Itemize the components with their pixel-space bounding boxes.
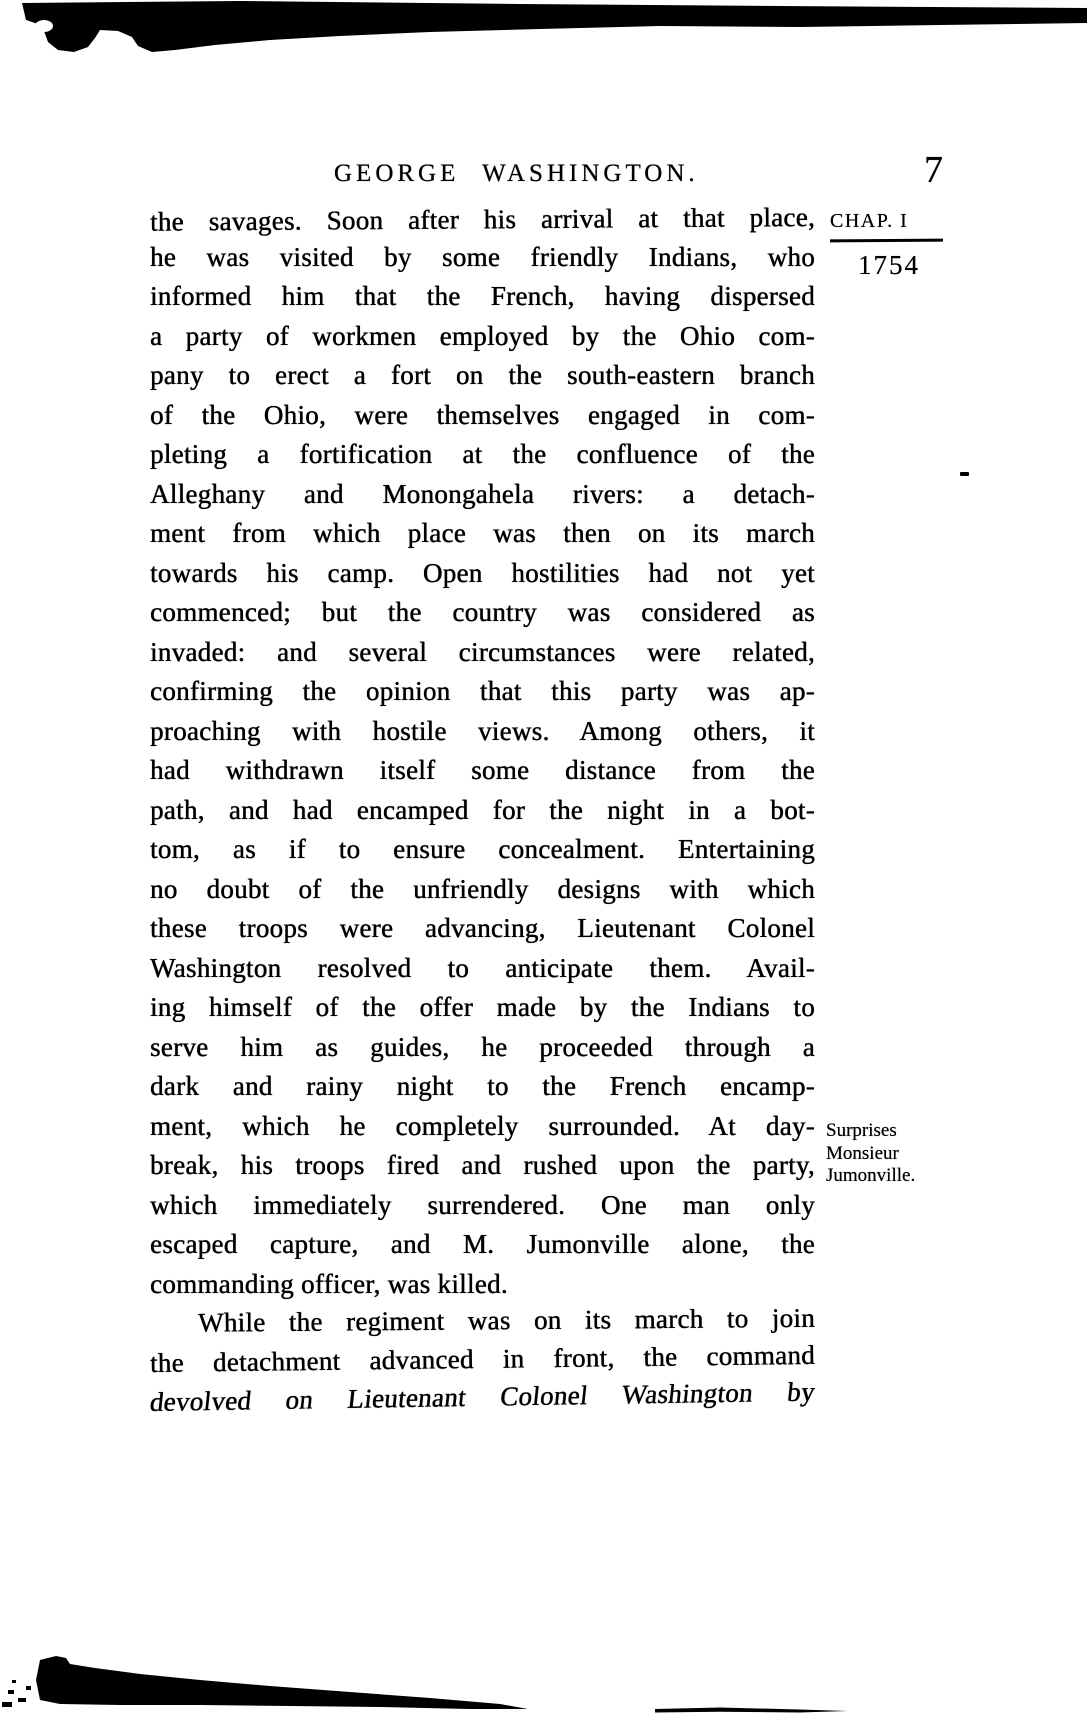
sidenote-line: Jumonville. bbox=[826, 1165, 916, 1186]
sidenote-line: Surprises bbox=[826, 1120, 897, 1141]
chapter-label: CHAP. I bbox=[830, 210, 909, 232]
text-line: dark and rainy night to the French encamp- bbox=[150, 1071, 815, 1101]
text-line: While the regiment was on its march to join bbox=[197, 1302, 816, 1338]
body-text-column bbox=[150, 198, 815, 1423]
year-label: 1754 bbox=[858, 250, 920, 280]
scan-artifact-top bbox=[0, 0, 1087, 60]
page-number: 7 bbox=[924, 149, 943, 191]
text-line: he was visited by some friendly Indians, who bbox=[150, 241, 815, 272]
text-line: devolved on Lieutenant Colonel Washington by bbox=[148, 1376, 817, 1418]
text-line: serve him as guides, he proceeded through a bbox=[150, 1031, 815, 1062]
text-line: ing himself of the offer made by the Indians to bbox=[150, 992, 815, 1022]
text-line: the detachment advanced in front, the command bbox=[149, 1339, 816, 1378]
text-line: ment from which place was then on its march bbox=[150, 518, 815, 548]
text-line: these troops were advancing, Lieutenant Colonel bbox=[150, 913, 815, 943]
chapter-rule-divider bbox=[830, 239, 943, 243]
text-line: a party of workmen employed by the Ohio com- bbox=[150, 320, 815, 351]
text-line: tom, as if to ensure concealment. Entertaining bbox=[150, 834, 815, 864]
scan-artifact-bottom bbox=[0, 1650, 1087, 1718]
sidenote-line: Monsieur bbox=[826, 1142, 899, 1164]
text-line: proaching with hostile views. Among others, it bbox=[150, 715, 815, 746]
running-title: GEORGE WASHINGTON. bbox=[334, 160, 699, 187]
text-line: Alleghany and Monongahela rivers: a detach- bbox=[150, 478, 815, 509]
text-line: no doubt of the unfriendly designs with which bbox=[150, 873, 815, 904]
text-line: pleting a fortification at the confluence of the bbox=[150, 439, 815, 469]
text-line: invaded: and several circumstances were related, bbox=[150, 636, 815, 667]
text-line: pany to erect a fort on the south-eastern branch bbox=[150, 360, 815, 390]
text-line: which immediately surrendered. One man only bbox=[150, 1189, 815, 1220]
text-line: commenced; but the country was considered as bbox=[150, 597, 815, 627]
chapter-margin-block bbox=[830, 210, 950, 281]
text-line: commanding officer, was killed. bbox=[150, 1268, 508, 1299]
text-line: confirming the opinion that this party was ap- bbox=[150, 676, 815, 706]
sidenote bbox=[826, 1120, 1016, 1188]
text-line: Washington resolved to anticipate them. Avail- bbox=[150, 952, 815, 983]
text-line: break, his troops fired and rushed upon the party, bbox=[150, 1150, 815, 1180]
text-line: of the Ohio, were themselves engaged in com- bbox=[150, 399, 815, 430]
text-line: the savages. Soon after his arrival at that place, bbox=[149, 202, 816, 237]
text-line: path, and had encamped for the night in a bot- bbox=[150, 794, 815, 825]
text-line: escaped capture, and M. Jumonville alone, the bbox=[150, 1229, 815, 1259]
text-line: ment, which he completely surrounded. At day- bbox=[150, 1110, 815, 1141]
scan-speck bbox=[960, 472, 969, 476]
text-line: had withdrawn itself some distance from the bbox=[150, 755, 815, 785]
text-line: towards his camp. Open hostilities had not yet bbox=[150, 557, 815, 588]
text-line: informed him that the French, having dispersed bbox=[150, 281, 815, 311]
